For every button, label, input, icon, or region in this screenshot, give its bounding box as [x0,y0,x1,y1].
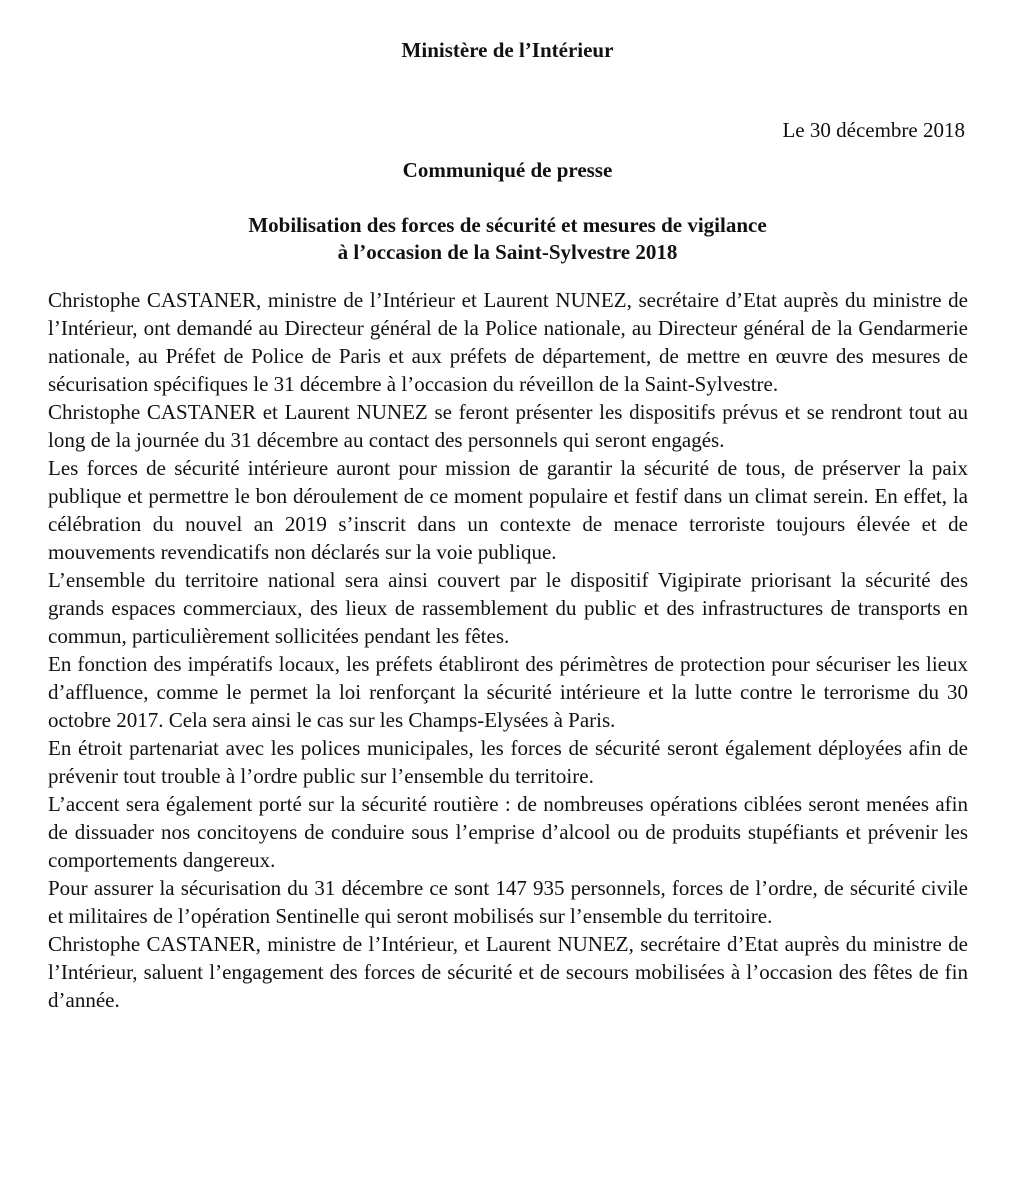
body-paragraph: En étroit partenariat avec les polices municipales, les forces de sécurité seront également déployées afin de prévenir tout trouble à l’ordre public sur l’ensemble du territoire. [48,736,968,788]
release-body [48,286,968,1014]
body-paragraph: Pour assurer la sécurisation du 31 décembre ce sont 147 935 personnels, forces de l’ordre, de sécurité civile et militaires de l’opération Sentinelle qui seront mobilisés sur l’ensemble du territoire. [48,876,968,928]
body-paragraph: Les forces de sécurité intérieure auront pour mission de garantir la sécurité de tous, de préserver la paix publique et permettre le bon déroulement de ce moment populaire et festif dans un climat serein. En effet, la célébration du nouvel an 2019 s’inscrit dans un contexte de menace terroriste toujours élevée et de mouvements revendicatifs non déclarés sur la voie publique. [48,456,968,564]
document-type: Communiqué de presse [402,158,613,182]
body-paragraph: L’ensemble du territoire national sera ainsi couvert par le dispositif Vigipirate priorisant la sécurité des grands espaces commerciaux, des lieux de rassemblement du public et des infrastructures de transports en commun, particulièrement sollicitées pendant les fêtes. [48,568,968,648]
body-paragraph: Christophe CASTANER, ministre de l’Intérieur et Laurent NUNEZ, secrétaire d’Etat auprès du ministre de l’Intérieur, ont demandé au Directeur général de la Police nationale, au Directeur général de la Gendarmerie nationale, au Préfet de Police de Paris et aux préfets de département, de mettre en œuvre des mesures de sécurisation spécifiques le 31 décembre à l’occasion du réveillon de la Saint-Sylvestre. [48,288,968,396]
body-paragraph: L’accent sera également porté sur la sécurité routière : de nombreuses opérations ciblées seront menées afin de dissuader nos concitoyens de conduire sous l’emprise d’alcool ou de produits stupéfiants et prévenir les comportements dangereux. [48,792,968,872]
body-paragraph: Christophe CASTANER, ministre de l’Intérieur, et Laurent NUNEZ, secrétaire d’Etat auprès du ministre de l’Intérieur, saluent l’engagement des forces de sécurité et de secours mobilisées à l’occasion des fêtes de fin d’année. [48,932,968,1012]
ministry-heading: Ministère de l’Intérieur [401,38,614,62]
body-paragraph: En fonction des impératifs locaux, les préfets établiront des périmètres de protection pour sécuriser les lieux d’affluence, comme le permet la loi renforçant la sécurité intérieure et la lutte contre le terrorisme du 30 octobre 2017. Cela sera ainsi le cas sur les Champs-Elysées à Paris. [48,652,968,732]
body-paragraph: Christophe CASTANER et Laurent NUNEZ se feront présenter les dispositifs prévus et se rendront tout au long de la journée du 31 décembre au contact des personnels qui seront engagés. [48,400,968,452]
release-title-line-1: Mobilisation des forces de sécurité et mesures de vigilance [248,213,767,237]
release-title [0,212,1015,266]
release-date: Le 30 décembre 2018 [782,118,965,142]
release-title-line-2: à l’occasion de la Saint-Sylvestre 2018 [337,240,678,264]
